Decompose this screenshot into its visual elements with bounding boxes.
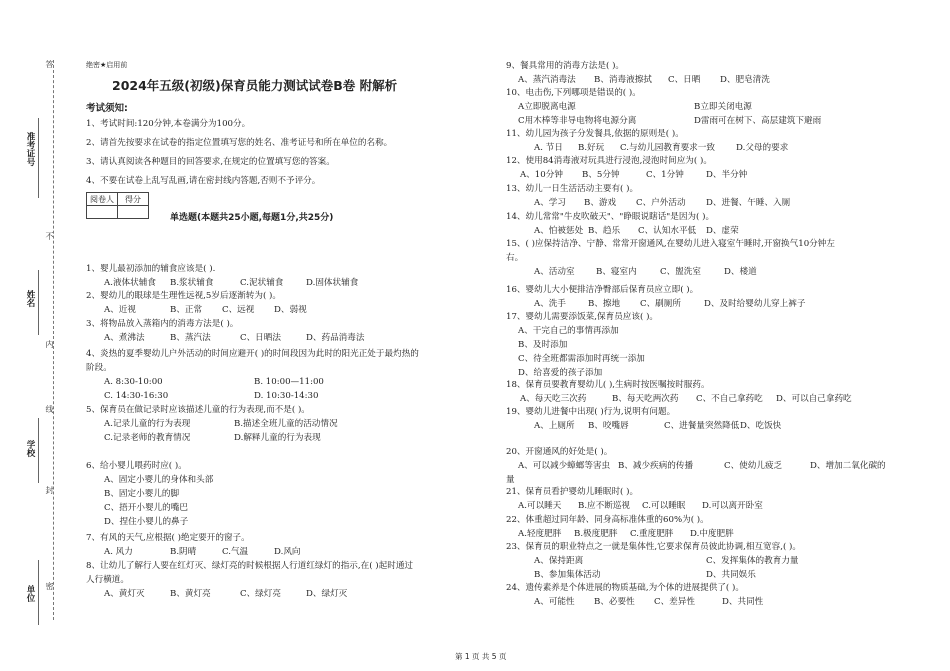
answer-option[interactable]: D、及时给婴幼儿穿上裤子 [704, 299, 806, 309]
score-table [86, 192, 149, 219]
answer-option[interactable]: B、游戏 [584, 198, 617, 208]
question-text: 3、将物品放入蒸箱内的消毒方法是( )。 [86, 319, 239, 329]
answer-option[interactable]: D、肥皂清洗 [720, 75, 770, 85]
answer-option[interactable]: B.阴晴 [170, 547, 197, 557]
question-text: 13、幼儿一日生活活动主要有( )。 [506, 184, 639, 194]
score-header-score: 得分 [118, 193, 149, 206]
answer-option[interactable]: B.描述全班儿童的活动情况 [234, 419, 338, 429]
answer-option[interactable]: C、远视 [222, 305, 255, 315]
answer-option[interactable]: C.气温 [222, 547, 249, 557]
answer-option[interactable]: C、日晒法 [240, 333, 281, 343]
answer-option[interactable]: A.记录儿童的行为表现 [104, 419, 191, 429]
answer-option[interactable]: B、5分钟 [582, 170, 620, 180]
answer-option[interactable]: C.记录老师的教育情况 [104, 433, 191, 443]
answer-option[interactable]: B、蒸汽法 [170, 333, 211, 343]
fill-line-unit[interactable] [38, 560, 39, 625]
answer-option[interactable]: C、发挥集体的教育力量 [706, 556, 799, 566]
answer-option[interactable]: A、保持距离 [534, 556, 584, 566]
answer-option[interactable]: B、参加集体活动 [534, 570, 601, 580]
answer-option[interactable]: C、使幼儿疲乏 [724, 461, 783, 471]
answer-option[interactable]: B、必要性 [594, 597, 635, 607]
answer-option[interactable]: C.重度肥胖 [630, 529, 674, 539]
answer-option[interactable]: B、及时添加 [518, 340, 568, 350]
answer-option[interactable]: B、咬嘴唇 [588, 421, 629, 431]
answer-option[interactable]: A、蒸汽消毒法 [518, 75, 576, 85]
answer-option[interactable]: C、捂开小婴儿的嘴巴 [104, 503, 188, 513]
answer-option[interactable]: D.父母的要求 [736, 143, 789, 153]
answer-option[interactable]: D. 10:30-14:30 [254, 390, 319, 401]
question-text: 15、( )应保持洁净、宁静、常常开窗通风,在婴幼儿进入寝室午睡时,开窗换气10分钟左 [506, 239, 835, 249]
answer-option[interactable]: A.轻度肥胖 [518, 529, 562, 539]
instructions-heading: 考试须知: [86, 103, 128, 114]
answer-option[interactable]: A、洗手 [534, 299, 566, 309]
answer-option[interactable]: D.风向 [274, 547, 301, 557]
answer-option[interactable]: D、药品消毒法 [306, 333, 365, 343]
answer-option[interactable]: C、1分钟 [646, 170, 684, 180]
answer-option[interactable]: A、可能性 [534, 597, 575, 607]
answer-option[interactable]: C.可以睡眠 [642, 501, 686, 511]
answer-option[interactable]: B.浆状辅食 [170, 278, 214, 288]
answer-option[interactable]: C、差异性 [654, 597, 695, 607]
answer-option[interactable]: B立即关闭电源 [694, 102, 752, 112]
seal-char: 答 [45, 60, 54, 68]
answer-option[interactable]: D、弱视 [274, 305, 307, 315]
answer-option[interactable]: B、消毒液擦拭 [594, 75, 652, 85]
answer-option[interactable]: A、固定小婴儿的身体和头部 [104, 475, 214, 485]
answer-option[interactable]: B、黄灯亮 [170, 588, 211, 599]
answer-option[interactable]: D、给喜爱的孩子添加 [518, 368, 603, 378]
answer-option[interactable]: A.可以睡天 [518, 501, 562, 511]
answer-option[interactable]: A. 风力 [104, 547, 133, 557]
question-text: 17、婴幼儿需要添饭菜,保育员应该( )。 [506, 312, 659, 322]
answer-option[interactable]: C.泥状辅食 [240, 278, 284, 288]
page-title: 2024年五级(初级)保育员能力测试试卷B卷 附解析 [112, 78, 398, 93]
answer-option[interactable]: D、增加二氧化碳的 [810, 461, 886, 471]
answer-option[interactable]: B、趋乐 [588, 226, 621, 236]
answer-option[interactable]: A、怕被惩处 [534, 226, 584, 236]
answer-option[interactable]: D.中度肥胖 [690, 529, 734, 539]
fill-line-name[interactable] [38, 270, 39, 335]
answer-option[interactable]: A. 节日 [534, 143, 563, 153]
score-cell-score[interactable] [118, 206, 149, 219]
instruction-line: 3、请认真阅读各种题目的回答要求,在规定的位置填写您的答案。 [86, 157, 335, 167]
page-footer: 第 1 页 共 5 页 [455, 652, 507, 661]
answer-option[interactable]: C、日晒 [668, 75, 701, 85]
score-header-grader: 阅卷人 [87, 193, 118, 206]
answer-option[interactable]: B、固定小婴儿的脚 [104, 489, 180, 499]
question-text-cont: 人行横道。 [86, 574, 129, 585]
answer-option[interactable]: B.好玩 [578, 143, 605, 153]
answer-option[interactable]: B. 10:00—11:00 [254, 376, 324, 387]
answer-option[interactable]: D、共同性 [722, 597, 764, 607]
question-text: 9、餐具常用的消毒方法是( )。 [506, 61, 625, 71]
answer-option[interactable]: A、近视 [104, 305, 136, 315]
seal-char: 不 [45, 232, 54, 240]
answer-option[interactable]: B、正常 [170, 305, 203, 315]
question-text: 18、保育员要教育婴幼儿( ),生病时按医嘱按时服药。 [506, 380, 710, 390]
answer-option[interactable]: D、可以自己拿药吃 [776, 394, 852, 404]
answer-option[interactable]: B.极度肥胖 [574, 529, 618, 539]
answer-option[interactable]: D.解释儿童的行为表现 [234, 433, 321, 443]
answer-option[interactable]: D、楼道 [724, 266, 757, 277]
answer-option[interactable]: C、刷厕所 [640, 299, 681, 309]
answer-option[interactable]: D雷雨可在树下、高层建筑下避雨 [694, 116, 822, 126]
label-unit: 单位 [25, 585, 35, 602]
seal-char: 密 [45, 582, 54, 590]
answer-option[interactable]: D、虚荣 [706, 226, 739, 236]
answer-option[interactable]: C、户外活动 [636, 198, 686, 208]
answer-option[interactable]: C、进餐量突然降低 [664, 421, 740, 431]
question-text-cont: 阶段。 [86, 362, 112, 373]
answer-option[interactable]: D、吃饭快 [740, 421, 782, 431]
answer-option[interactable]: A. 8:30-10:00 [104, 376, 163, 387]
answer-option[interactable]: A立即脱离电源 [518, 102, 576, 112]
fill-line-zkzh[interactable] [38, 118, 39, 198]
answer-option[interactable]: D.固体状辅食 [306, 278, 359, 288]
answer-option[interactable]: B、擦地 [588, 299, 621, 309]
question-text: 2、婴幼儿的眼球是生理性远视,5岁后逐渐转为( )。 [86, 291, 281, 301]
answer-option[interactable]: A、活动室 [534, 266, 575, 277]
answer-option[interactable]: B、寝室内 [596, 266, 637, 277]
label-name: 姓名 [25, 290, 35, 307]
question-text: 14、幼儿常常"牛皮吹破天"、"睁眼说瞎话"是因为( )。 [506, 212, 715, 222]
answer-option[interactable]: A、可以减少蟑螂等害虫 [518, 461, 611, 471]
answer-option[interactable]: A、干完自己的事情再添加 [518, 326, 619, 336]
question-text: 4、炎热的夏季婴幼儿户外活动的时间应避开( )的时间段因为此时的阳光正处于最灼热的 [86, 349, 419, 359]
answer-option[interactable]: A.液体状辅食 [104, 278, 156, 288]
answer-option[interactable]: A、上厕所 [534, 421, 575, 431]
answer-option[interactable]: D、捏住小婴儿的鼻子 [104, 517, 189, 527]
answer-option[interactable]: D、绿灯灭 [306, 588, 348, 599]
answer-option[interactable]: C、绿灯亮 [240, 588, 281, 599]
answer-option[interactable]: D、半分钟 [706, 170, 748, 180]
seal-char: 封 [45, 486, 54, 494]
fill-line-school[interactable] [38, 418, 39, 483]
answer-option[interactable]: A、10分钟 [520, 170, 563, 180]
question-text: 1、婴儿最初添加的辅食应该是( ). [86, 264, 216, 274]
question-text: 7、有风的天气,应根据( )绝定要开的窗子。 [86, 533, 250, 543]
section-heading: 单选题(本题共25小题,每题1分,共25分) [170, 213, 334, 223]
question-text: 20、开窗通风的好处是( )。 [506, 447, 613, 457]
seal-char: 内 [45, 340, 54, 348]
instruction-line: 4、不要在试卷上乱写乱画,请在密封线内答题,否则不予评分。 [86, 176, 321, 186]
question-text-cont: 量 [506, 475, 515, 485]
question-text: 6、给小婴儿喂药时应( )。 [86, 461, 187, 471]
question-text: 23、保育员的职业特点之一就是集体性,它要求保育员彼此协调,相互宽容,( )。 [506, 542, 801, 552]
answer-option[interactable]: C、盥洗室 [660, 266, 701, 277]
answer-option[interactable]: B.应不断巡视 [578, 501, 631, 511]
label-zhunkaozheng: 准考证号 [25, 132, 35, 166]
answer-option[interactable]: D、共同娱乐 [706, 570, 756, 580]
score-cell-grader[interactable] [87, 206, 118, 219]
question-text: 12、使用84消毒液对玩具进行浸泡,浸泡时间应为( )。 [506, 156, 712, 166]
answer-option[interactable]: D、进餐、午睡、入厕 [706, 198, 791, 208]
answer-option[interactable]: A、煮沸法 [104, 333, 145, 343]
question-text: 22、体重超过同年龄、同身高标准体重的60%为( )。 [506, 515, 709, 525]
answer-option[interactable]: A、黄灯灭 [104, 588, 145, 599]
instruction-line: 2、请首先按要求在试卷的指定位置填写您的姓名、准考证号和所在单位的名称。 [86, 138, 393, 148]
answer-option[interactable]: C. 14:30-16:30 [104, 390, 169, 401]
question-text: 8、让幼儿了解行人要在红灯灭、绿灯亮的时候根据人行道红绿灯的指示,在( )起时通过 [86, 561, 414, 571]
answer-option[interactable]: C、不自己拿药吃 [696, 394, 763, 404]
answer-option[interactable]: B、每天吃两次药 [612, 394, 679, 404]
answer-option[interactable]: C用木棒等非导电物将电源分离 [518, 116, 637, 126]
question-text: 19、婴幼儿进餐中出现( )行为,说明有问题。 [506, 407, 676, 417]
answer-option[interactable]: C、认知水平低 [638, 226, 697, 236]
question-text-cont: 右。 [506, 252, 524, 263]
label-school: 学校 [25, 440, 35, 457]
question-text: 10、电击伤,下列哪项是错误的( )。 [506, 88, 641, 98]
question-text: 11、幼儿园为孩子分发餐具,依据的原则是( )。 [506, 129, 684, 139]
seal-char: 线 [45, 405, 54, 413]
header-tag: 绝密★启用前 [86, 61, 128, 69]
question-text: 16、婴幼儿大小便排洁净臀部后保育员应立即( )。 [506, 285, 699, 295]
question-text: 24、遗传素养是个体进展的物质基础,为个体的进展提供了( )。 [506, 583, 744, 593]
answer-option[interactable]: B、减少疾病的传播 [618, 461, 694, 471]
instruction-line: 1、考试时间:120分钟,本卷满分为100分。 [86, 119, 251, 129]
answer-option[interactable]: A、学习 [534, 198, 566, 208]
answer-option[interactable]: C.与幼儿园教育要求一致 [620, 143, 715, 153]
answer-option[interactable]: C、待全班都需添加时再统一添加 [518, 354, 645, 364]
answer-option[interactable]: A、每天吃三次药 [520, 394, 587, 404]
question-text: 21、保育员看护婴幼儿睡眠时( )。 [506, 487, 639, 497]
answer-option[interactable]: D.可以离开卧室 [702, 501, 763, 511]
question-text: 5、保育员在做记录时应该描述儿童的行为表现,而不是( )。 [86, 405, 310, 415]
